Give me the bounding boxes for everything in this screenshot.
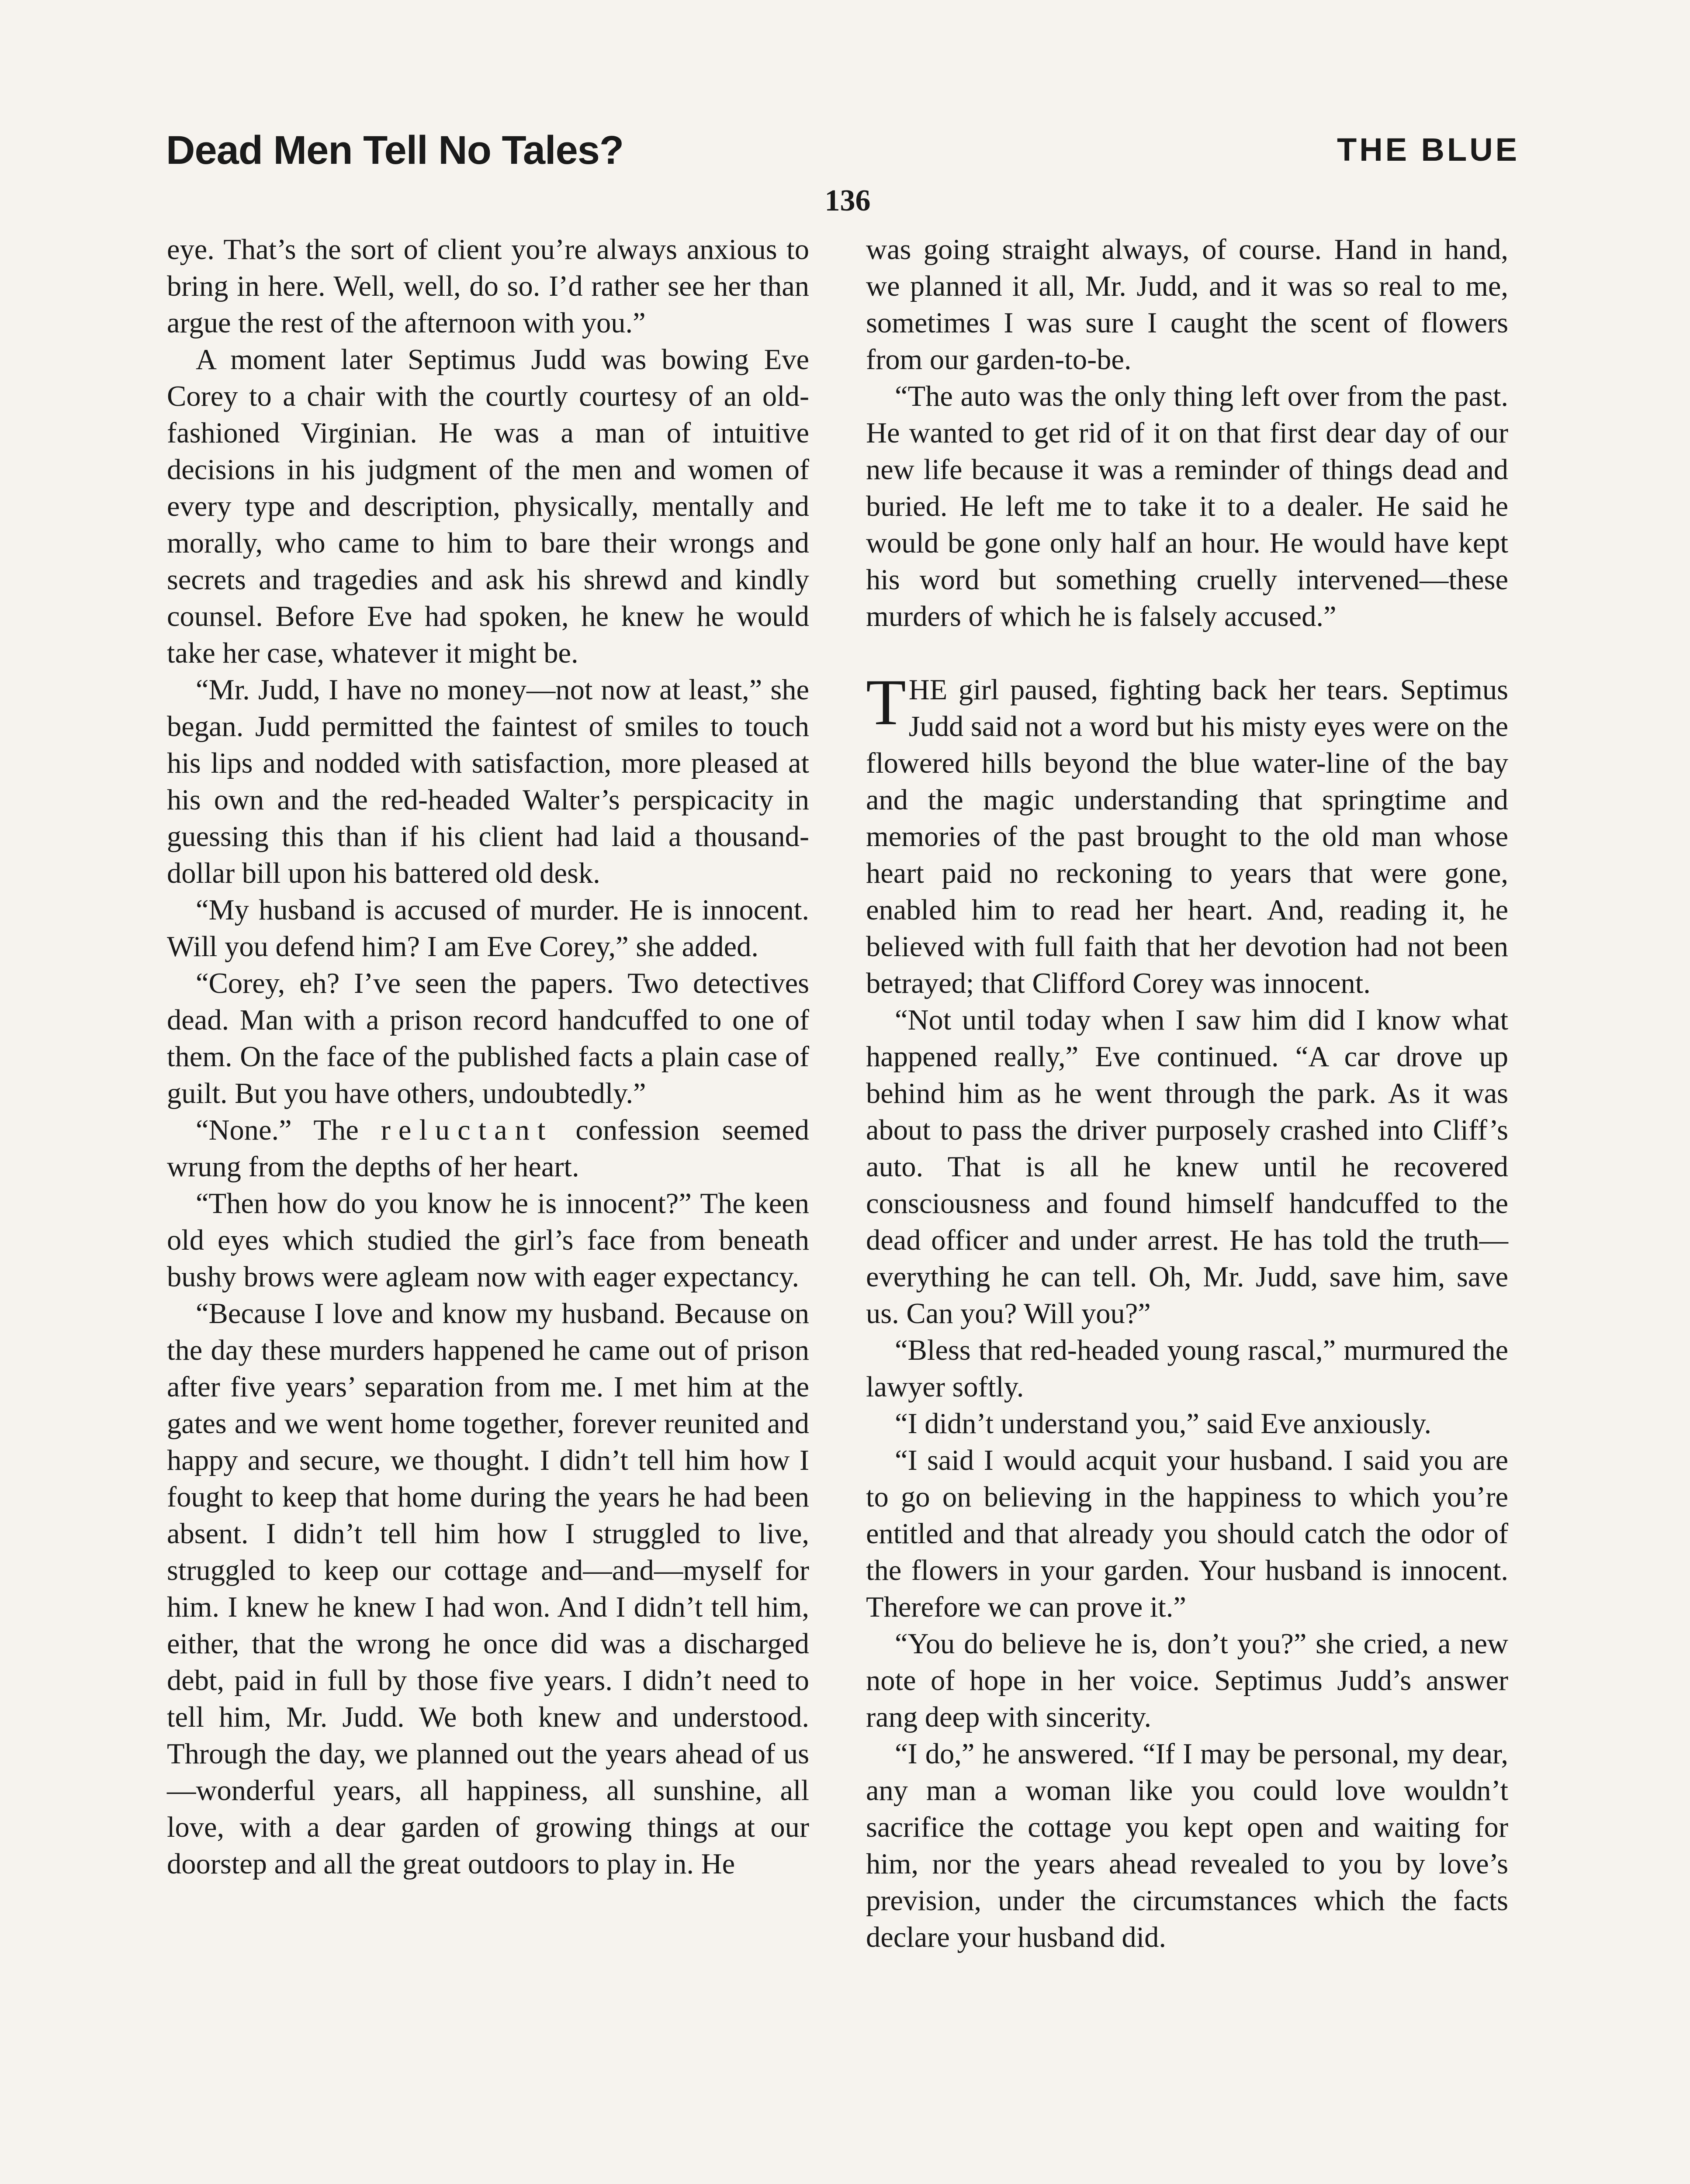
- paragraph: “Corey, eh? I’ve seen the papers. Two detectives dead. Man with a prison record handcuffed to one of them. On the face of the published facts a plain case of guilt. But you have others, undoubtedly.”: [167, 968, 809, 1109]
- page-header: [0, 0, 1690, 218]
- paragraph: eye. That’s the sort of client you’re always anxious to bring in here. Well, well, do so. I’d rather see her than argue the rest of the afternoon with you.”: [167, 234, 809, 339]
- paragraph: “Mr. Judd, I have no money—not now at least,” she began. Judd permitted the faintest of smiles to touch his lips and nodded with satisfaction, more pleased at his own and the red-headed Walter’s perspicacity in guessing this than if his client had laid a thousand-dollar bill upon his battered old desk.: [167, 674, 809, 889]
- paragraph: “My husband is accused of murder. He is innocent. Will you defend him? I am Eve Corey,” she added.: [167, 894, 809, 963]
- magazine-name: THE BLUE: [1337, 131, 1520, 168]
- paragraph: “Bless that red-headed young rascal,” murmured the lawyer softly.: [866, 1334, 1508, 1403]
- paragraph: “You do believe he is, don’t you?” she cried, a new note of hope in her voice. Septimus Judd’s answer rang deep with sincerity.: [866, 1628, 1508, 1733]
- paragraph: “I didn’t understand you,” said Eve anxiously.: [895, 1408, 1432, 1440]
- right-column: [866, 232, 1508, 1956]
- drop-cap: T: [866, 666, 906, 739]
- spaced-word: reluctant: [381, 1114, 554, 1146]
- paragraph: “The auto was the only thing left over from the past. He wanted to get rid of it on that first dear day of our new life because it was a reminder of things dead and buried. He left me to take it to a dealer. He said he would be gone only half an hour. He would have kept his word but something cruelly intervened—these murders of which he is falsely accused.”: [866, 380, 1508, 632]
- page-number: 136: [824, 184, 871, 218]
- paragraph: “None.” The reluctant confession seemed wrung from the depths of her heart.: [167, 1114, 809, 1183]
- paragraph: A moment later Septimus Judd was bowing Eve Corey to a chair with the courtly courtesy of an old-fashioned Virginian. He was a man of intuitive decisions in his judgment of the men and women of every type and description, physically, mentally and morally, who came to him to bare their wrongs and secrets and tragedies and ask his shrewd and kindly counsel. Before Eve had spoken, he knew he would take her case, whatever it might be.: [167, 344, 809, 669]
- paragraph: “I do,” he answered. “If I may be personal, my dear, any man a woman like you could love wouldn’t sacrifice the cottage you kept open and waiting for him, nor the years ahead revealed to you by love’s prevision, under the circumstances which the facts declare your husband did.: [866, 1738, 1508, 1953]
- paragraph: “Not until today when I saw him did I know what happened really,” Eve continued. “A car drove up behind him as he went through the park. As it was about to pass the driver purposely crashed into Cliff’s auto. That is all he knew until he recovered consciousness and found himself handcuffed to the dead officer and under arrest. He has told the truth—everything he can tell. Oh, Mr. Judd, save him, save us. Can you? Will you?”: [866, 1004, 1508, 1330]
- paragraph: “Because I love and know my husband. Because on the day these murders happened he came out of prison after five years’ separation from me. I met him at the gates and we went home together, forever reunited and happy and secure, we thought. I didn’t tell him how I fought to keep that home during the years he had been absent. I didn’t tell him how I struggled to live, struggled to keep our cottage and—and—myself for him. I knew he knew I had won. And I didn’t tell him, either, that the wrong he once did was a discharged debt, paid in full by those five years. I didn’t need to tell him, Mr. Judd. We both knew and understood. Through the day, we planned out the years ahead of us—wonderful years, all happiness, all sunshine, all love, with a dear garden of growing things at our doorstep and all the great outdoors to play in. He: [167, 1298, 809, 1880]
- left-column: [167, 232, 809, 1883]
- story-title: Dead Men Tell No Tales?: [166, 128, 624, 173]
- paragraph: “Then how do you know he is innocent?” The keen old eyes which studied the girl’s face from beneath bushy brows were agleam now with eager expectancy.: [167, 1188, 809, 1293]
- section-opening-paragraph: THE girl paused, fighting back her tears. Septimus Judd said not a word but his misty eyes were on the flowered hills beyond the blue water-line of the bay and the magic understanding that springtime and memories of the past brought to the old man whose heart paid no reckoning to years that were gone, enabled him to read her heart. And, reading it, he believed with full faith that her devotion had not been betrayed; that Clifford Corey was innocent.: [866, 666, 1508, 999]
- paragraph: “I said I would acquit your husband. I said you are to go on believing in the happiness to which you’re entitled and that already you should catch the odor of the flowers in your garden. Your husband is innocent. Therefore we can prove it.”: [866, 1444, 1508, 1623]
- paragraph: was going straight always, of course. Hand in hand, we planned it all, Mr. Judd, and it was so real to me, sometimes I was sure I caught the scent of flowers from our garden-to-be.: [866, 234, 1508, 376]
